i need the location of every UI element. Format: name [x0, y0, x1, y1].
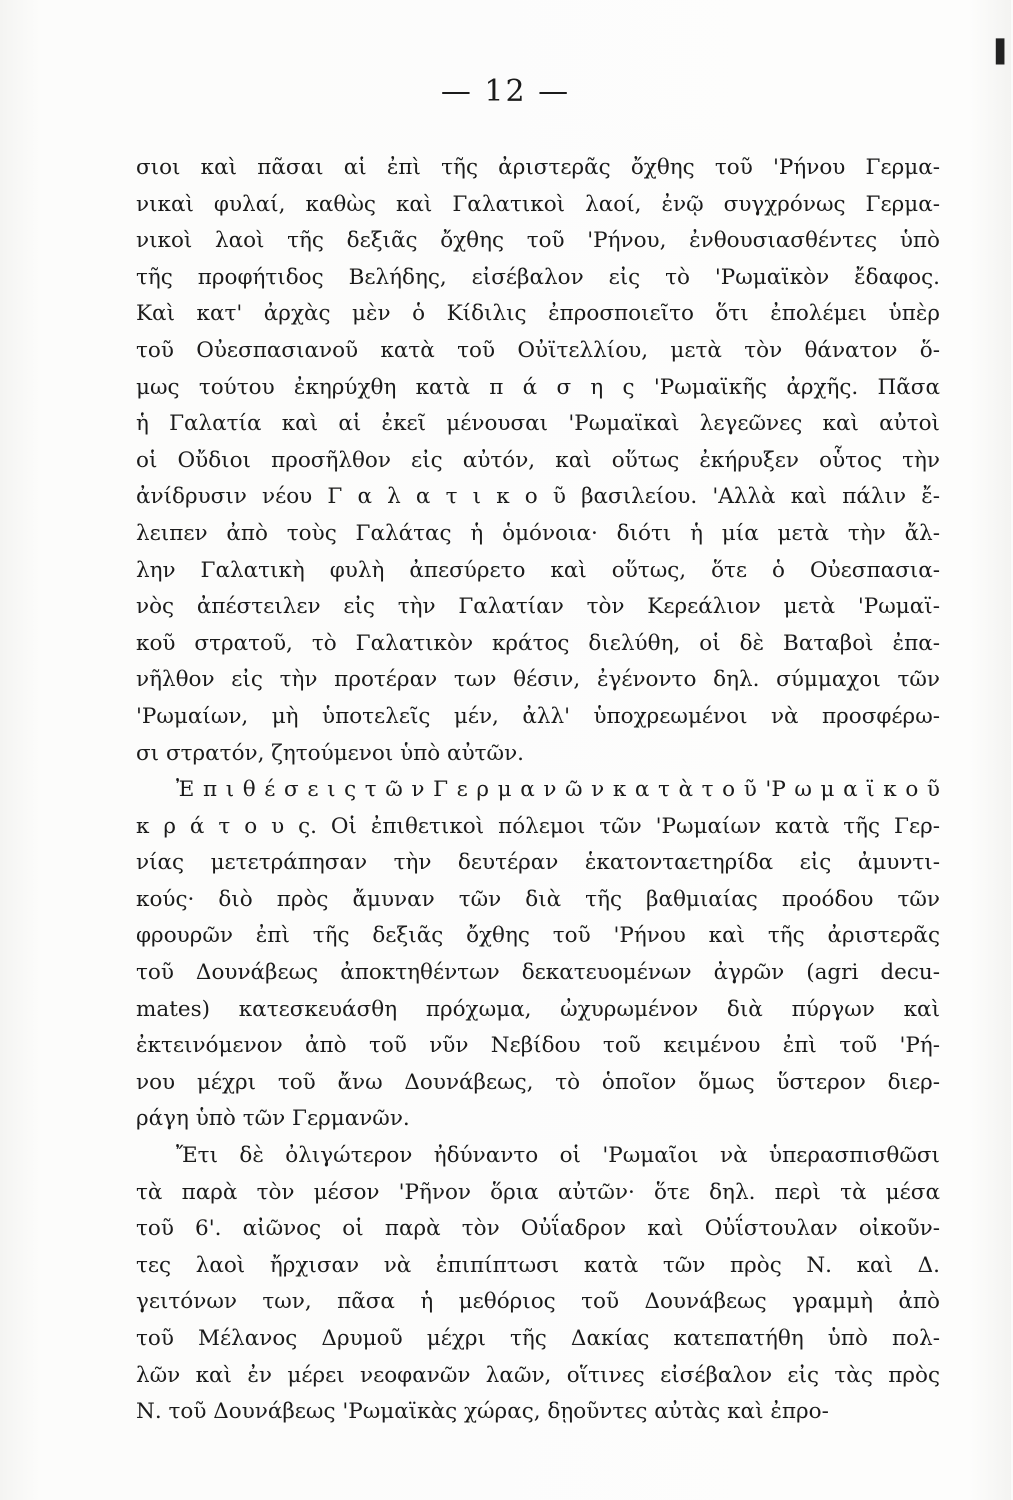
text-line: τοῦ 6'. αἰῶνος οἱ παρὰ τὸν Οὐΐαδρον καὶ Οὐΐστουλαν οἰκοῦν- — [136, 1216, 940, 1242]
paragraph — [136, 150, 940, 772]
text-line: ἀνίδρυσιν νέου Γ α λ α τ ι κ ο ῦ βασιλείου. 'Αλλὰ καὶ πάλιν ἔ- — [136, 484, 940, 510]
text-line: μως τούτου ἐκηρύχθη κατὰ π ά σ η ς 'Ρωμαϊκῆς ἀρχῆς. Πᾶσα — [136, 374, 940, 400]
text-line: ἡ Γαλατία καὶ αἱ ἐκεῖ μένουσαι 'Ρωμαϊκαὶ λεγεῶνες καὶ αὐτοὶ — [136, 411, 940, 437]
text-line: νου μέχρι τοῦ ἄνω Δουνάβεως, τὸ ὁποῖον ὅμως ὕστερον διερ- — [136, 1069, 940, 1095]
text-line: τὰ παρὰ τὸν μέσον 'Ρῆνον ὅρια αὐτῶν· ὅτε δηλ. περὶ τὰ μέσα — [136, 1179, 940, 1205]
text-line: mates) κατεσκευάσθη πρόχωμα, ὠχυρωμένον διὰ πύργων καὶ — [136, 996, 940, 1022]
paragraph — [136, 1138, 940, 1431]
text-line: νικοὶ λαοὶ τῆς δεξιᾶς ὄχθης τοῦ 'Ρήνου, ἐνθουσιασθέντες ὑπὸ — [136, 228, 940, 254]
body-text — [136, 150, 940, 1431]
paragraph — [136, 772, 940, 1138]
text-line: τοῦ Οὐεσπασιανοῦ κατὰ τοῦ Οὐϊτελλίου, μετὰ τὸν θάνατον ὅ- — [136, 337, 940, 363]
text-line: Ἔτι δὲ ὀλιγώτερον ἠδύναντο οἱ 'Ρωμαῖοι νὰ ὑπερασπισθῶσι — [176, 1143, 940, 1169]
text-line: 'Ρωμαίων, μὴ ὑποτελεῖς μέν, ἀλλ' ὑποχρεωμένοι νὰ προσφέρω- — [136, 703, 940, 729]
text-line: τοῦ Δουνάβεως ἀποκτηθέντων δεκατευομένων ἀγρῶν (agri decu- — [136, 960, 940, 986]
text-line: Ἐ π ι θ έ σ ε ι ς τ ῶ ν Γ ε ρ μ α ν ῶ ν κ α τ ὰ τ ο ῦ 'Ρ ω μ α ϊ κ ο ῦ — [176, 777, 940, 803]
text-line: τῆς προφήτιδος Βελήδης, εἰσέβαλον εἰς τὸ 'Ρωμαϊκὸν ἔδαφος. — [136, 264, 940, 290]
text-line: τοῦ Μέλανος Δρυμοῦ μέχρι τῆς Δακίας κατεπατήθη ὑπὸ πολ- — [136, 1326, 940, 1351]
margin-mark: ▌ — [996, 40, 1013, 65]
text-line: Ν. τοῦ Δουνάβεως 'Ρωμαϊκὰς χώρας, δῃοῦντες αὐτὰς καὶ ἐπρο- — [136, 1399, 829, 1425]
text-line: νὸς ἀπέστειλεν εἰς τὴν Γαλατίαν τὸν Κερεάλιον μετὰ 'Ρωμαϊ- — [136, 594, 940, 620]
text-line: σι στρατόν, ζητούμενοι ὑπὸ αὐτῶν. — [136, 740, 524, 766]
text-line: σιοι καὶ πᾶσαι αἱ ἐπὶ τῆς ἀριστερᾶς ὄχθης τοῦ 'Ρήνου Γερμα- — [136, 155, 940, 180]
text-line: ράγη ὑπὸ τῶν Γερμανῶν. — [136, 1106, 410, 1132]
text-line: λειπεν ἀπὸ τοὺς Γαλάτας ἡ ὁμόνοια· διότι ἡ μία μετὰ τὴν ἄλ- — [136, 520, 940, 546]
text-line: γειτόνων των, πᾶσα ἡ μεθόριος τοῦ Δουνάβεως γραμμὴ ἀπὸ — [136, 1289, 940, 1315]
text-line: νικαὶ φυλαί, καθὼς καὶ Γαλατικοὶ λαοί, ἐνῷ συγχρόνως Γερμα- — [136, 191, 940, 217]
text-line: νῆλθον εἰς τὴν προτέραν των θέσιν, ἐγένοντο δηλ. σύμμαχοι τῶν — [136, 667, 940, 693]
text-line: λην Γαλατικὴ φυλὴ ἀπεσύρετο καὶ οὕτως, ὅτε ὁ Οὐεσπασια- — [136, 557, 940, 583]
text-line: φρουρῶν ἐπὶ τῆς δεξιᾶς ὄχθης τοῦ 'Ρήνου καὶ τῆς ἀριστερᾶς — [136, 923, 940, 949]
text-line: τες λαοὶ ἤρχισαν νὰ ἐπιπίπτωσι κατὰ τῶν πρὸς Ν. καὶ Δ. — [136, 1252, 940, 1278]
text-line: Καὶ κατ' ἀρχὰς μὲν ὁ Κίδιλις ἐπροσποιεῖτο ὅτι ἐπολέμει ὑπὲρ — [136, 301, 940, 327]
text-line: νίας μετετράπησαν τὴν δευτέραν ἑκατονταετηρίδα εἰς ἀμυντι- — [136, 850, 940, 876]
text-line: ἐκτεινόμενον ἀπὸ τοῦ νῦν Νεβίδου τοῦ κειμένου ἐπὶ τοῦ 'Ρή- — [136, 1033, 940, 1059]
text-line: κοῦ στρατοῦ, τὸ Γαλατικὸν κράτος διελύθη, οἱ δὲ Βαταβοὶ ἐπα- — [136, 630, 940, 656]
text-line: κούς· διὸ πρὸς ἄμυναν τῶν διὰ τῆς βαθμιαίας προόδου τῶν — [136, 886, 940, 912]
page-number: — 12 — — [440, 74, 571, 109]
text-line: οἱ Οὔδιοι προσῆλθον εἰς αὐτόν, καὶ οὕτως ἐκήρυξεν οὗτος τὴν — [136, 447, 940, 473]
text-line: κ ρ ά τ ο υ ς. Οἱ ἐπιθετικοὶ πόλεμοι τῶν 'Ρωμαίων κατὰ τῆς Γερ- — [136, 813, 940, 839]
text-line: λῶν καὶ ἐν μέρει νεοφανῶν λαῶν, οἵτινες εἰσέβαλον εἰς τὰς πρὸς — [136, 1362, 940, 1388]
